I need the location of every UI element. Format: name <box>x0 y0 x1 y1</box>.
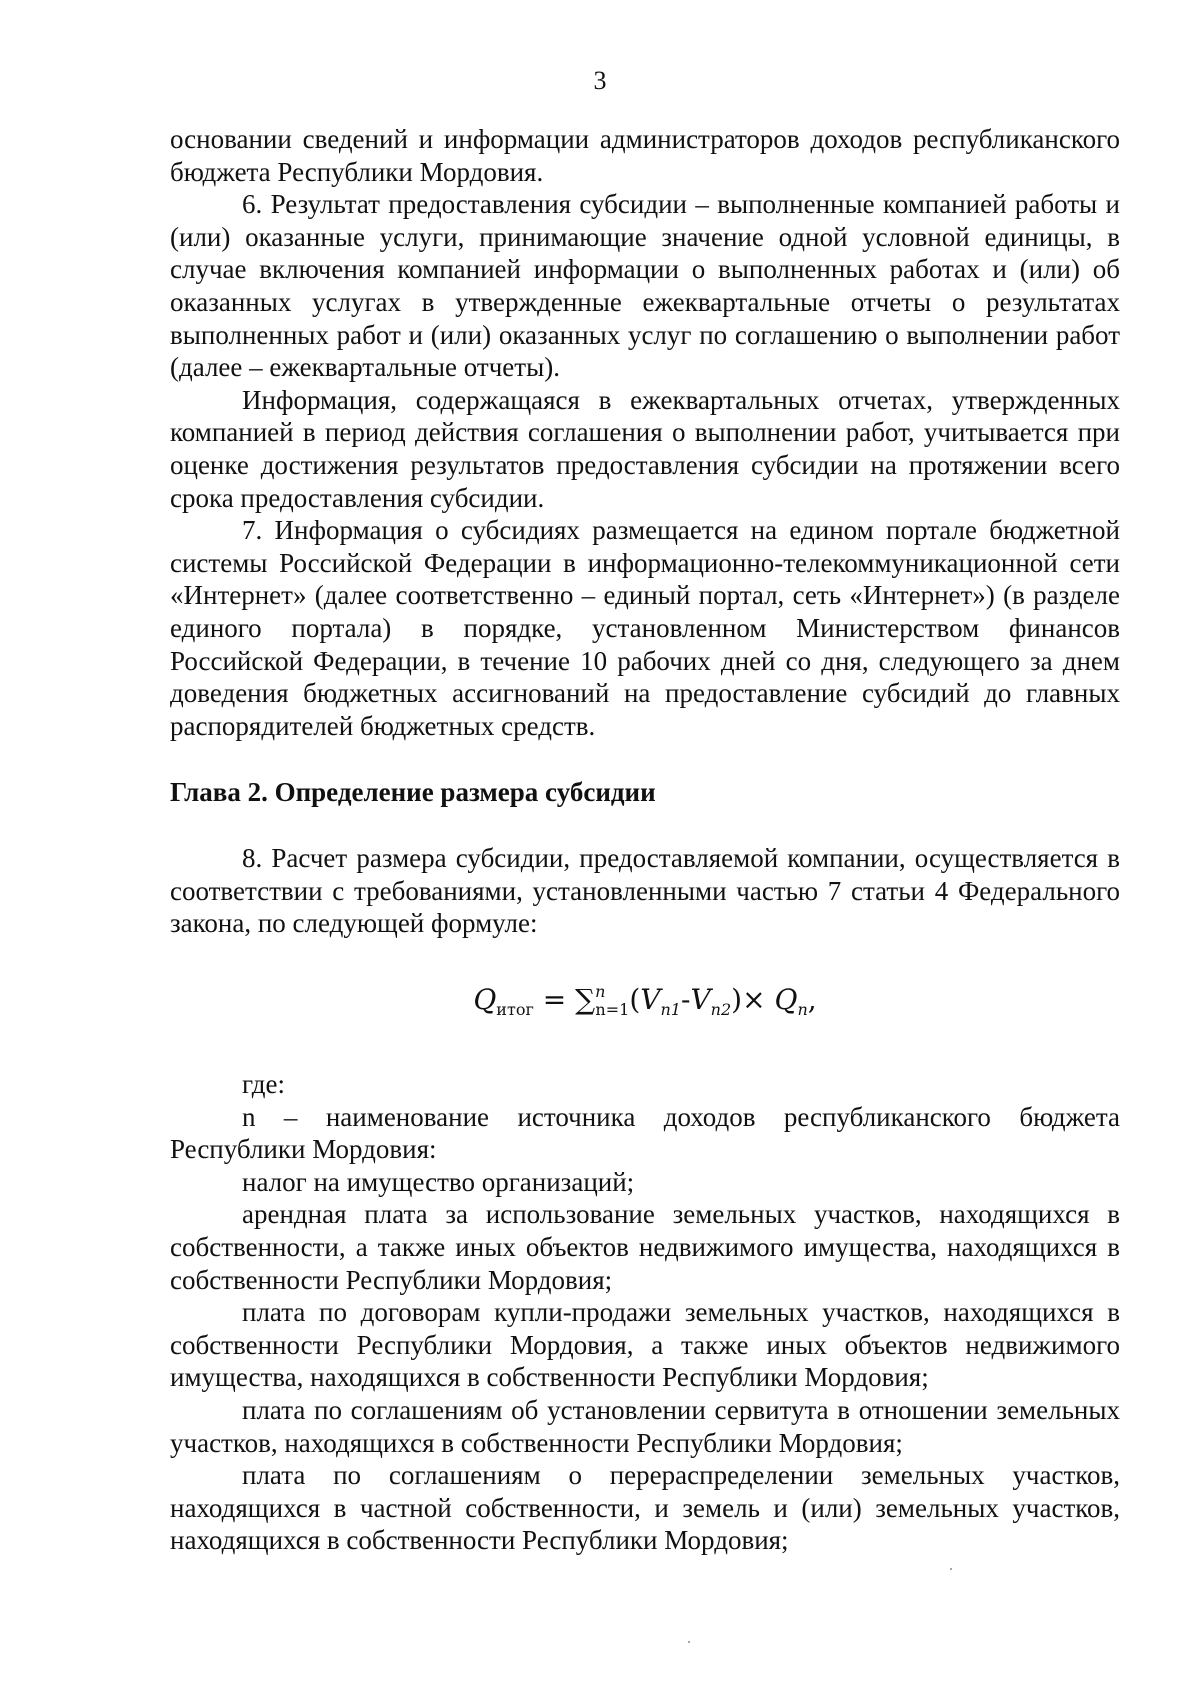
paragraph-n-definition: n – наименование источника доходов республиканского бюджета Республики Мордовия: <box>170 1101 1120 1165</box>
chapter-heading: Глава 2. Определение размера субсидии <box>170 777 656 808</box>
paragraph-item-8: 8. Расчет размера субсидии, предоставляемой компании, осуществляется в соответствии с требованиями, установленными частью 7 статьи 4 Федерального закона, по следующей формуле: <box>170 843 1120 939</box>
formula-lhs: Q <box>473 983 497 1017</box>
scan-speck <box>688 1641 690 1643</box>
formula-v2: V <box>690 983 711 1017</box>
formula-q-subscript: n <box>797 1000 808 1020</box>
list-item-property-tax: налог на имущество организаций; <box>242 1166 635 1197</box>
scan-speck <box>950 1568 952 1570</box>
paragraph-where: где: <box>242 1069 285 1100</box>
formula-times: × <box>742 983 766 1017</box>
page-number: 3 <box>593 66 607 95</box>
formula-close-paren: ) <box>731 983 743 1017</box>
formula-sum-lower: n=1 <box>595 1000 630 1020</box>
list-item-land-rent: арендная плата за использование земельных участков, находящихся в собственности, а также иных объектов недвижимого имущества, находящихся в собственности Республики Мордовия; <box>170 1199 1120 1295</box>
list-item-redistribution: плата по соглашениям о перераспределении земельных участков, находящихся в частной собственности, и земель и (или) земельных участков, находящихся в собственности Республики Мордовия; <box>170 1460 1120 1556</box>
formula-equals: = <box>542 983 567 1017</box>
formula-minus: - <box>680 983 691 1017</box>
paragraph-item-6: 6. Результат предоставления субсидии – выполненные компанией работы и (или) оказанные услуги, принимающие значение одной условной единицы, в случае включения компанией информации о выполненных работах и (или) об оказанных услугах в утвержденные ежеквартальные отчеты о результатах выполненных работ и (или) оказанных услуг по соглашению о выполнении работ (далее – ежеквартальные отчеты). <box>170 189 1120 383</box>
formula-v1-subscript: n1 <box>660 1000 681 1020</box>
formula-q: Q <box>774 983 798 1017</box>
list-item-land-sale: плата по договорам купли-продажи земельных участков, находящихся в собственности Республики Мордовия, а также иных объектов недвижимого имущества, находящихся в собственности Республики Мордовия; <box>170 1297 1120 1393</box>
paragraph-continuation: основании сведений и информации администраторов доходов республиканского бюджета Республики Мордовия. <box>170 124 1120 187</box>
chapter-heading-block <box>170 742 1120 842</box>
subsidy-formula <box>170 940 1120 1068</box>
paragraph-reports-info: Информация, содержащаяся в ежеквартальных отчетах, утвержденных компанией в период действия соглашения о выполнении работ, учитывается при оценке достижения результатов предоставления субсидии на протяжении всего срока предоставления субсидии. <box>170 384 1120 513</box>
list-item-servitude: плата по соглашениям об установлении сервитута в отношении земельных участков, находящихся в собственности Республики Мордовия; <box>170 1395 1120 1458</box>
formula-sum-sign: ∑ <box>575 983 596 1017</box>
formula-open-paren: ( <box>629 983 641 1017</box>
paragraph-item-7: 7. Информация о субсидиях размещается на едином портале бюджетной системы Российской Федерации в информационно-телекоммуникационной сети «Интернет» (далее соответственно – единый портал, сеть «Интернет») (в разделе единого портала) в порядке, установленном Министерством финансов Российской Федерации, в течение 10 рабочих дней со дня, следующего за днем доведения бюджетных ассигнований на предоставление субсидий до главных распорядителей бюджетных средств. <box>170 515 1120 741</box>
document-body <box>170 123 1120 1557</box>
formula-lhs-subscript: итог <box>496 1000 534 1020</box>
formula-comma: , <box>807 983 817 1017</box>
formula-v2-subscript: n2 <box>710 1000 732 1020</box>
formula-v1: V <box>640 983 661 1017</box>
formula-sum-upper: n <box>595 982 606 1002</box>
